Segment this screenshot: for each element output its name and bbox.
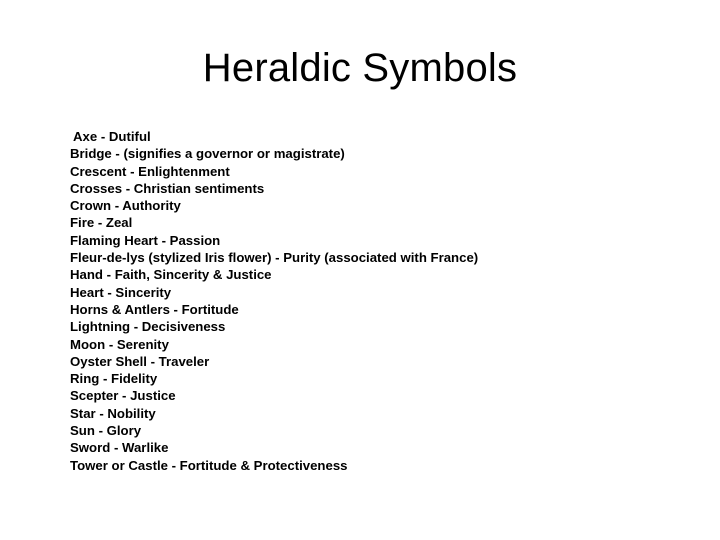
symbol-item-sun: Sun - Glory bbox=[70, 423, 142, 439]
symbol-list bbox=[70, 128, 478, 474]
symbol-item-axe: Axe - Dutiful bbox=[73, 129, 151, 144]
symbol-item-tower-castle: Tower or Castle - Fortitude & Protectiveness bbox=[70, 457, 348, 473]
symbol-item-fleur-de-lys: Fleur-de-lys (stylized Iris flower) - Purity (associated with France) bbox=[70, 250, 479, 266]
symbol-item-ring: Ring - Fidelity bbox=[70, 371, 158, 387]
symbol-item-crosses: Crosses - Christian sentiments bbox=[70, 180, 265, 196]
symbol-item-hand: Hand - Faith, Sincerity & Justice bbox=[70, 267, 272, 283]
slide-title: Heraldic Symbols bbox=[202, 46, 518, 90]
symbol-item-scepter: Scepter - Justice bbox=[70, 388, 176, 404]
symbol-item-star: Star - Nobility bbox=[70, 405, 156, 421]
symbol-item-sword: Sword - Warlike bbox=[70, 440, 169, 456]
symbol-item-crescent: Crescent - Enlightenment bbox=[70, 163, 230, 179]
symbol-item-moon: Moon - Serenity bbox=[70, 336, 169, 352]
symbol-item-fire: Fire - Zeal bbox=[70, 215, 133, 231]
symbol-item-oyster-shell: Oyster Shell - Traveler bbox=[70, 353, 210, 369]
symbol-item-crown: Crown - Authority bbox=[70, 198, 181, 214]
symbol-item-horns-antlers: Horns & Antlers - Fortitude bbox=[70, 301, 239, 317]
symbol-item-flaming-heart: Flaming Heart - Passion bbox=[70, 232, 221, 248]
symbol-item-lightning: Lightning - Decisiveness bbox=[70, 319, 226, 335]
symbol-item-heart: Heart - Sincerity bbox=[70, 284, 172, 300]
symbol-item-bridge: Bridge - (signifies a governor or magistrate) bbox=[70, 146, 345, 162]
